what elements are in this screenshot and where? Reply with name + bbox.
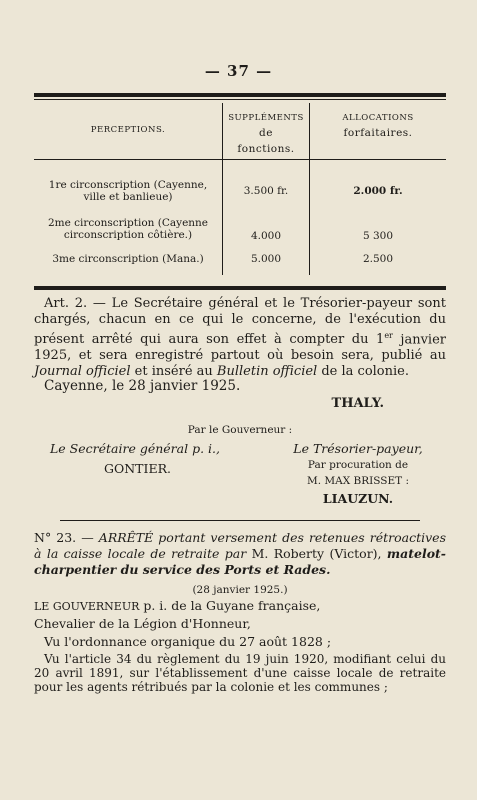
row1-supplement: 3.500 fr. xyxy=(223,176,310,206)
header-supplements-line2: de xyxy=(259,127,273,139)
table-top-rule-thin xyxy=(34,99,446,100)
table-header-row xyxy=(34,103,446,160)
signature-tresorier xyxy=(270,441,446,507)
row3-allocation: 2.500 xyxy=(362,253,394,265)
sig-right-line3: M. MAX BRISSET : xyxy=(306,475,410,487)
row1-label: 1re circonscription (Cayenne, ville et banlieue) xyxy=(48,179,208,203)
table-row xyxy=(34,245,446,275)
header-supplements-line1: SUPPLÉMENTS xyxy=(228,113,304,123)
page-number: — 37 — xyxy=(204,62,273,80)
sig-right-name: LIAUZUN. xyxy=(322,491,394,506)
sig-right-title: Le Trésorier-payeur, xyxy=(293,441,423,456)
par-le-gouverneur: Par le Gouverneur : xyxy=(187,424,293,436)
separator-rule xyxy=(60,520,420,521)
header-supplements-line3: fonctions. xyxy=(237,143,295,155)
row2-allocation: 5 300 xyxy=(362,230,394,242)
signatory: THALY. xyxy=(331,396,384,411)
gouverneur-line: LE GOUVERNEUR p. i. de la Guyane française, xyxy=(34,598,321,613)
row1-allocation: 2.000 fr. xyxy=(353,185,403,197)
header-allocations-line2: forfaitaires. xyxy=(343,127,413,139)
chevalier-line: Chevalier de la Légion d'Honneur, xyxy=(34,616,251,631)
row3-label: 3me circonscription (Mana.) xyxy=(52,253,204,265)
sig-left-name: GONTIER. xyxy=(104,461,171,476)
table-row xyxy=(34,206,446,245)
vu-ordonnance: Vu l'ordonnance organique du 27 août 1828 ; xyxy=(44,634,332,649)
header-allocations xyxy=(310,103,447,160)
header-allocations-line1: ALLOCATIONS xyxy=(342,113,414,123)
article-2-paragraph: Art. 2. — Le Secrétaire général et le Trésorier-payeur sont chargés, chacun en ce qui le concerne, de l'exécution du présent arrêté qui aura son effet à compter du 1er janvier 1925, et sera enregistré partout où besoin sera, publié au Journal officiel et inséré au Bulletin officiel de la colonie. xyxy=(34,296,447,380)
signature-secretaire xyxy=(50,441,250,477)
header-supplements xyxy=(223,103,310,160)
allocations-table xyxy=(34,103,446,275)
row3-supplement: 5.000 xyxy=(223,245,310,275)
decree-date: (28 janvier 1925.) xyxy=(192,584,288,596)
sig-left-title: Le Secrétaire général p. i., xyxy=(50,441,220,456)
table-bottom-rule xyxy=(34,286,446,290)
row2-supplement: 4.000 xyxy=(223,206,310,245)
vu-article: Vu l'article 34 du règlement du 19 juin 1920, modifiant celui du 20 avril 1891, sur l'établissement d'une caisse locale de retraite pour les agents rétribués par la colonie et les communes ; xyxy=(34,652,446,694)
table-top-rule xyxy=(34,93,446,97)
row2-label: 2me circonscription (Cayenne circonscription côtière.) xyxy=(47,217,209,241)
place-date: Cayenne, le 28 janvier 1925. xyxy=(44,378,241,394)
header-perceptions: PERCEPTIONS. xyxy=(90,125,166,135)
sig-right-line2: Par procuration de xyxy=(307,459,409,471)
table-row xyxy=(34,176,446,206)
decree-title: N° 23. — ARRÊTÉ portant versement des retenues rétroactives à la caisse locale de retraite par M. Roberty (Victor), matelot-charpentier du service des Ports et Rades. xyxy=(34,530,446,577)
